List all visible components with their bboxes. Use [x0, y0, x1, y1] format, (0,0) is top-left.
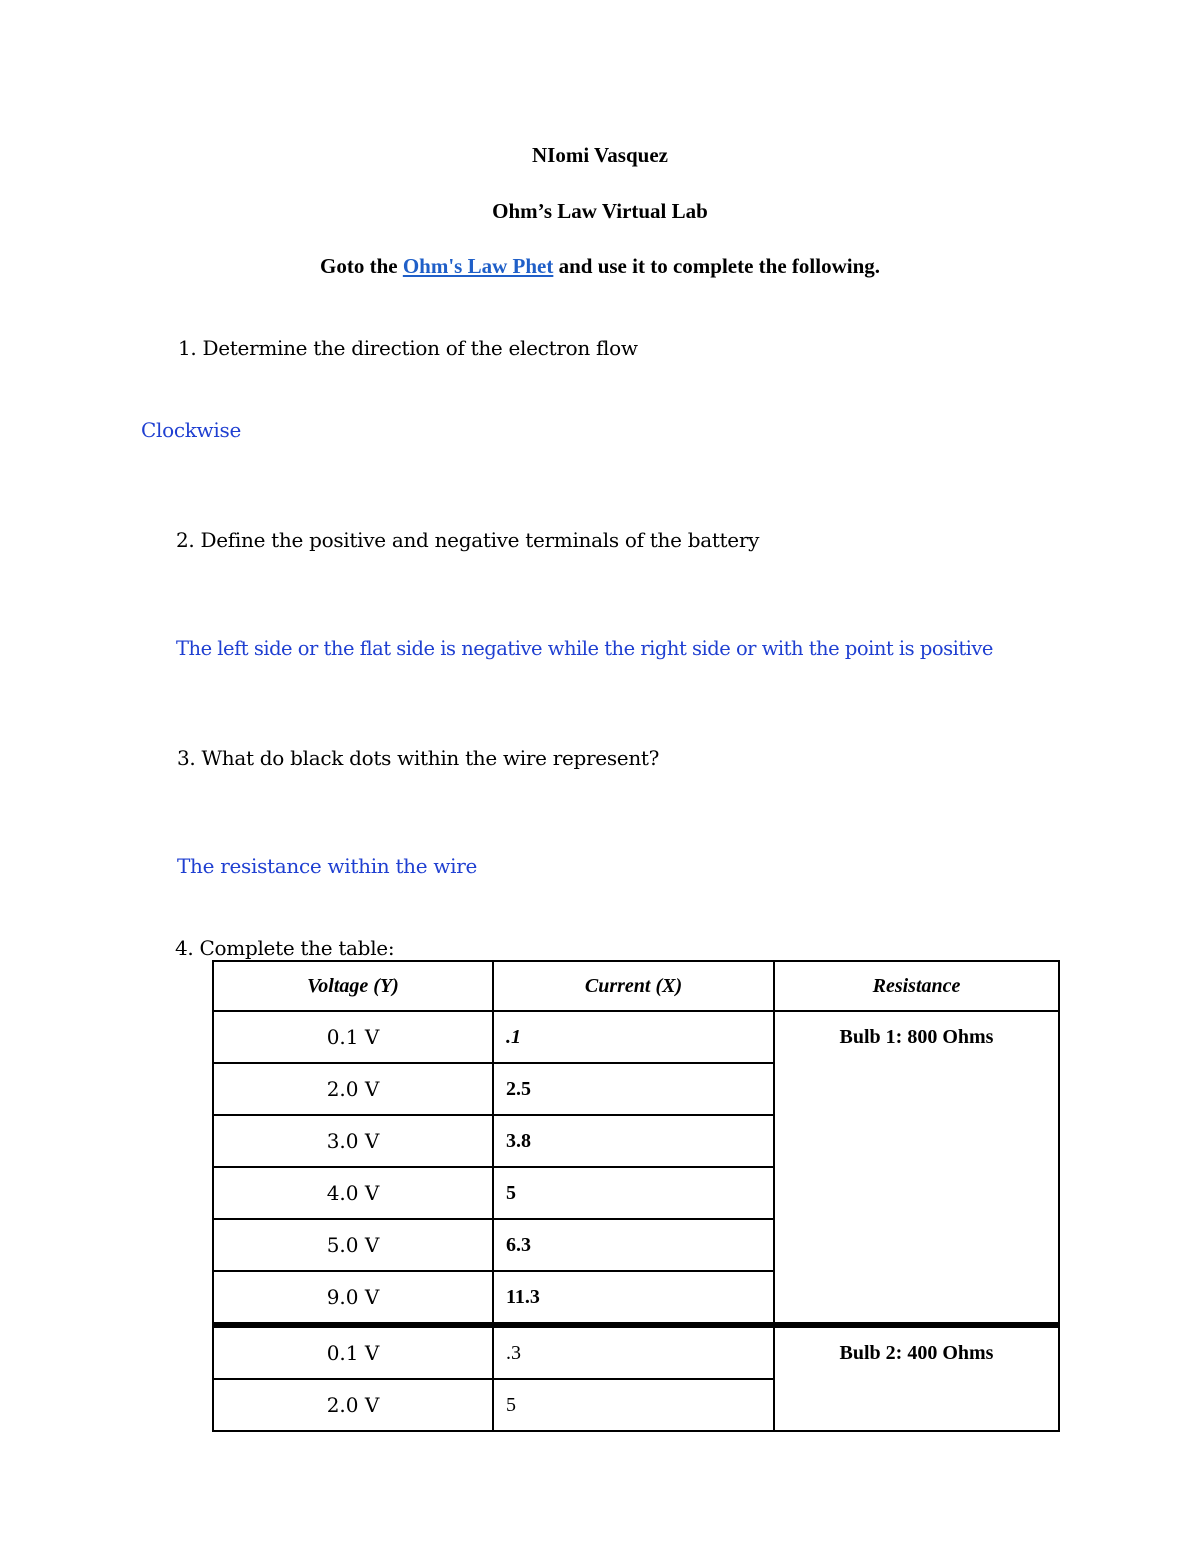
- voltage-cell: 9.0 V: [213, 1271, 493, 1325]
- current-cell: 11.3: [493, 1271, 774, 1325]
- voltage-cell: 5.0 V: [213, 1219, 493, 1271]
- instruction-text-after: and use it to complete the following.: [553, 254, 880, 278]
- voltage-cell: 4.0 V: [213, 1167, 493, 1219]
- voltage-cell: 0.1 V: [213, 1011, 493, 1063]
- instruction-line: [0, 254, 1200, 279]
- header-voltage: Voltage (Y): [213, 961, 493, 1011]
- answer-1: Clockwise: [141, 418, 241, 442]
- voltage-cell: 0.1 V: [213, 1325, 493, 1379]
- student-name: NIomi Vasquez: [532, 143, 668, 167]
- header-current: Current (X): [493, 961, 774, 1011]
- table-row: [213, 1325, 1059, 1379]
- voltage-cell: 2.0 V: [213, 1379, 493, 1431]
- current-cell: .1: [493, 1011, 774, 1063]
- current-cell: 2.5: [493, 1063, 774, 1115]
- question-3: 3. What do black dots within the wire represent?: [177, 746, 660, 770]
- current-cell: 5: [493, 1167, 774, 1219]
- answer-2: The left side or the flat side is negative while the right side or with the point is positive: [176, 637, 993, 660]
- question-1: 1. Determine the direction of the electron flow: [178, 336, 638, 360]
- instruction-text-before: Goto the: [320, 254, 403, 278]
- current-cell: 5: [493, 1379, 774, 1431]
- page-title: Ohm’s Law Virtual Lab: [492, 199, 708, 223]
- header-resistance: Resistance: [774, 961, 1059, 1011]
- ohms-law-table: [212, 960, 1060, 1432]
- table-header-row: [213, 961, 1059, 1011]
- ohms-law-phet-link[interactable]: Ohm's Law Phet: [402, 254, 554, 278]
- voltage-cell: 2.0 V: [213, 1063, 493, 1115]
- question-2: 2. Define the positive and negative terminals of the battery: [176, 528, 760, 552]
- current-cell: 6.3: [493, 1219, 774, 1271]
- current-cell: .3: [493, 1325, 774, 1379]
- answer-3: The resistance within the wire: [177, 854, 478, 878]
- question-4: 4. Complete the table:: [175, 936, 395, 960]
- voltage-cell: 3.0 V: [213, 1115, 493, 1167]
- bulb-1-resistance: Bulb 1: 800 Ohms: [774, 1011, 1059, 1325]
- table-row: [213, 1011, 1059, 1063]
- bulb-2-resistance: Bulb 2: 400 Ohms: [774, 1325, 1059, 1431]
- current-cell: 3.8: [493, 1115, 774, 1167]
